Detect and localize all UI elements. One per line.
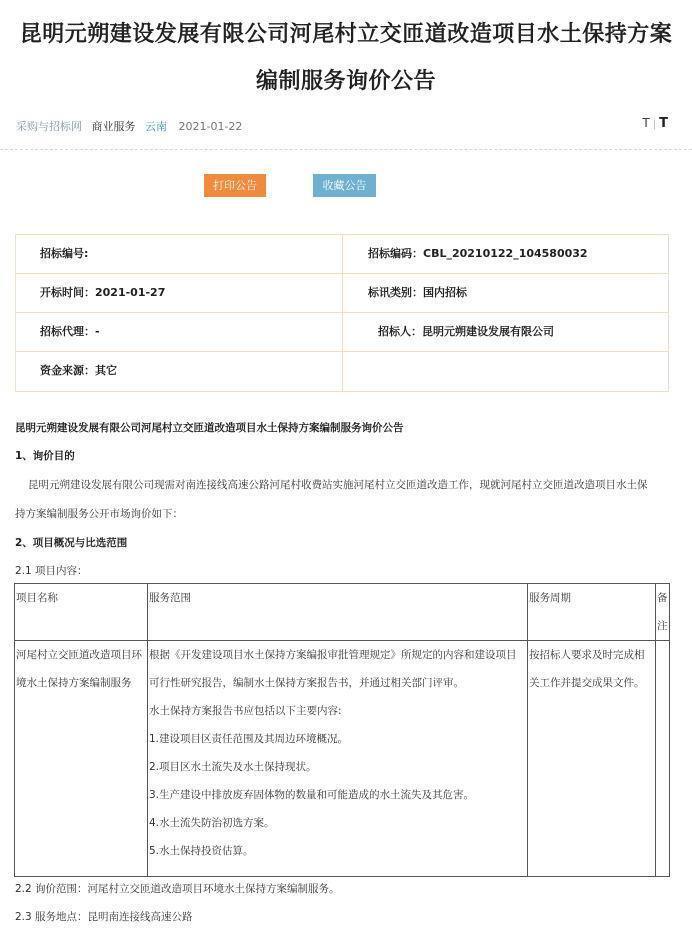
cell-remark [656, 641, 670, 877]
page-title-line2: 编制服务询价公告 [255, 69, 436, 94]
scope-line: 1.建设项目区责任范围及其周边环境概况。 [149, 733, 349, 745]
cell-service-period [528, 641, 656, 877]
fund-source: 资金来源：其它 [40, 364, 117, 377]
print-button[interactable]: 打印公告 [204, 174, 266, 197]
section1-title: 1、询价目的 [15, 450, 75, 462]
info-table [15, 234, 669, 392]
section1-paragraph-line2: 持方案编制服务公开市场询价如下： [15, 508, 183, 520]
section1-paragraph-line1: 昆明元朔建设发展有限公司现需对南连接线高速公路河尾村收费站实施河尾村立交匝道改造工作，现就河尾村立交匝道改造项目水土保 [28, 479, 648, 491]
period-line: 关工作并提交成果文件。 [529, 677, 645, 689]
info-divider [342, 313, 343, 351]
info-row [16, 274, 668, 313]
table-header-row [15, 584, 670, 641]
font-small-button[interactable]: T [642, 116, 650, 130]
info-divider [342, 235, 343, 273]
bid-agent: 招标代理：- [40, 325, 100, 338]
bid-category: 标讯类别：国内招标 [368, 286, 467, 299]
category-label: 商业服务 [91, 120, 136, 133]
source-link[interactable]: 采购与招标网 [16, 120, 82, 133]
cell-project-name [15, 641, 148, 877]
favorite-button[interactable]: 收藏公告 [313, 174, 376, 197]
scope-line: 可行性研究报告，编制水土保持方案报告书，并通过相关部门评审。 [149, 677, 464, 689]
info-divider [342, 352, 343, 391]
header-project-name: 项目名称 [15, 584, 148, 641]
section2-3-text: 2.3 服务地点：昆明南连接线高速公路 [15, 911, 193, 923]
project-table [14, 583, 670, 877]
scope-line: 3.生产建设中排放废弃固体物的数量和可能造成的水土流失及其危害。 [149, 789, 475, 801]
open-time: 开标时间：2021-01-27 [40, 286, 166, 299]
header-service-period: 服务周期 [528, 584, 656, 641]
bid-code: 招标编码：CBL_20210122_104580032 [368, 247, 588, 260]
font-size-toggle [642, 116, 668, 131]
header-service-scope: 服务范围 [148, 584, 528, 641]
font-large-button[interactable]: T [659, 116, 668, 131]
font-toggle-separator: | [652, 119, 657, 130]
info-row [16, 313, 668, 352]
cell-service-scope [148, 641, 528, 877]
scope-line: 根据《开发建设项目水土保持方案编报审批管理规定》所规定的内容和建设项目 [149, 649, 517, 661]
bid-number: 招标编号: [40, 247, 89, 260]
publish-date: 2021-01-22 [178, 120, 243, 133]
divider [0, 149, 692, 150]
scope-line: 水土保持方案报告书应包括以下主要内容: [149, 705, 342, 717]
section2-title: 2、项目概况与比选范围 [15, 537, 128, 549]
tenderer: 招标人：昆明元朔建设发展有限公司 [378, 325, 554, 338]
region-link[interactable]: 云南 [145, 120, 167, 133]
section2-2-text: 2.2 询价范围：河尾村立交匝道改造项目环境水土保持方案编制服务。 [15, 883, 340, 895]
content-heading: 昆明元朔建设发展有限公司河尾村立交匝道改造项目水土保持方案编制服务询价公告 [15, 422, 404, 434]
table-row [15, 641, 670, 877]
scope-line: 5.水土保持投资估算。 [149, 845, 254, 857]
info-row [16, 352, 668, 391]
info-row [16, 235, 668, 274]
header-remark: 备注 [656, 584, 670, 641]
info-divider [342, 274, 343, 312]
project-name-line: 境水土保持方案编制服务 [16, 677, 132, 689]
section2-1-label: 2.1 项目内容： [15, 565, 88, 577]
scope-line: 2.项目区水土流失及水土保持现状。 [149, 761, 317, 773]
scope-line: 4.水土流失防治初选方案。 [149, 817, 275, 829]
project-name-line: 河尾村立交匝道改造项目环 [16, 649, 142, 661]
period-line: 按招标人要求及时完成相 [529, 649, 645, 661]
page-title-line1: 昆明元朔建设发展有限公司河尾村立交匝道改造项目水土保持方案 [19, 22, 673, 47]
meta-bar [16, 118, 242, 134]
